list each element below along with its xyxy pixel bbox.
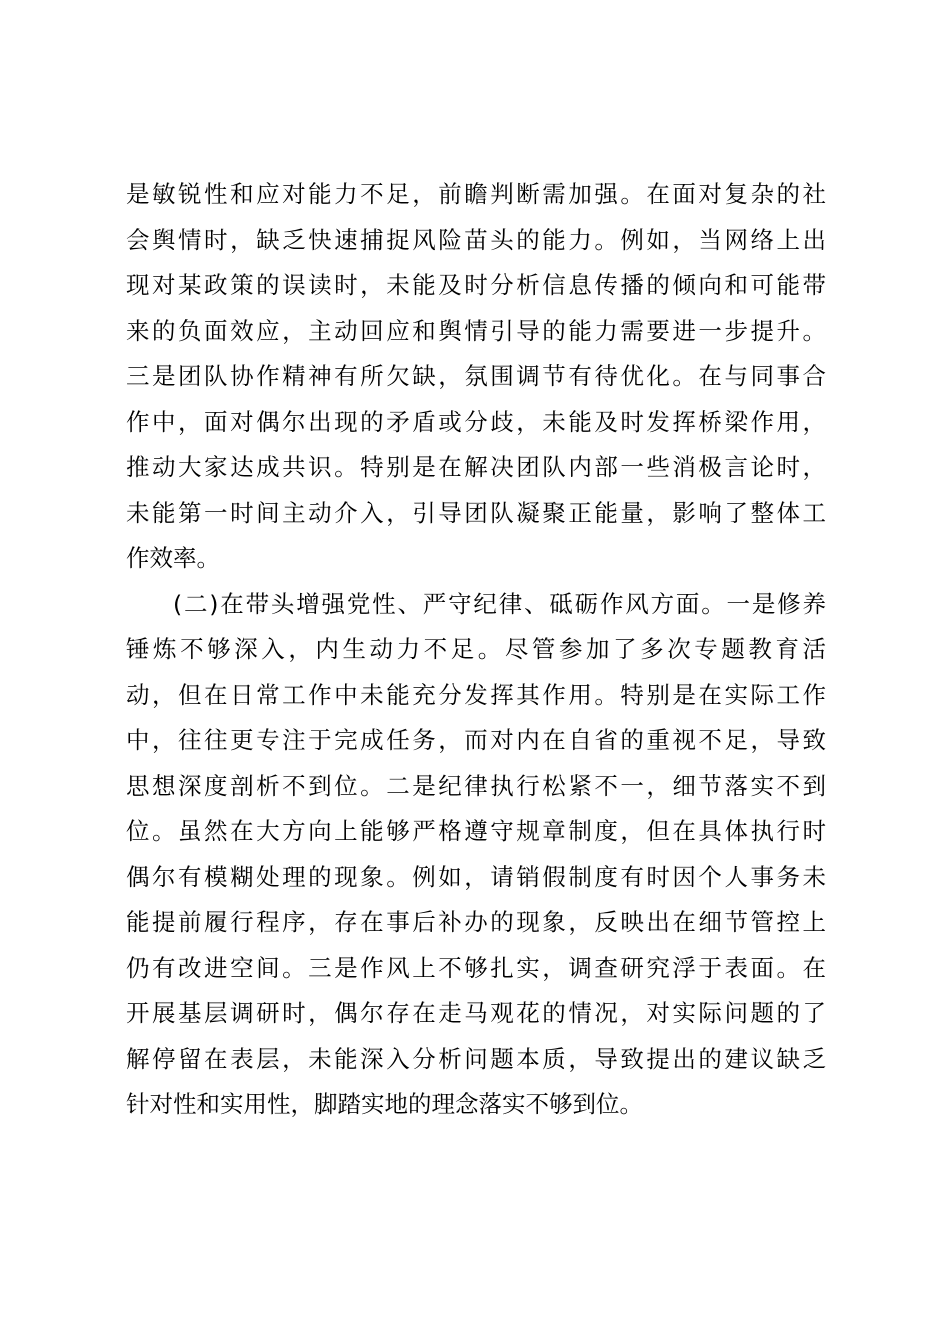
text-line: 能提前履行程序，存在事后补办的现象，反映出在细节管控上 [126,908,826,936]
text-line: 是敏锐性和应对能力不足，前瞻判断需加强。在面对复杂的社 [126,180,826,208]
text-line: 开展基层调研时，偶尔存在走马观花的情况，对实际问题的了 [126,999,826,1027]
text-line: 偶尔有模糊处理的现象。例如，请销假制度有时因个人事务未 [126,862,826,891]
text-line: 锤炼不够深入，内生动力不足。尽管参加了多次专题教育活 [126,635,826,663]
text-line: 动，但在日常工作中未能充分发挥其作用。特别是在实际工作 [126,680,826,709]
text-line: 未能第一时间主动介入，引导团队凝聚正能量，影响了整体工 [126,498,826,527]
text-line: 仍有改进空间。三是作风上不够扎实，调查研究浮于表面。在 [126,953,826,982]
text-line: 会舆情时，缺乏快速捕捉风险苗头的能力。例如，当网络上出 [126,225,826,254]
text-line: 来的负面效应，主动回应和舆情引导的能力需要进一步提升。 [126,316,826,345]
text-line: 解停留在表层，未能深入分析问题本质，导致提出的建议缺乏 [126,1044,826,1073]
paragraph-end-line: 针对性和实用性，脚踏实地的理念落实不够到位。 [126,1090,643,1118]
body-text [126,172,826,1128]
section-heading-line: (二)在带头增强党性、严守纪律、砥砺作风方面。一是修养 [173,589,826,618]
text-line: 思想深度剖析不到位。二是纪律执行松紧不一，细节落实不到 [126,771,826,800]
text-line: 现对某政策的误读时，未能及时分析信息传播的倾向和可能带 [126,271,826,299]
text-line: 中，往往更专注于完成任务，而对内在自省的重视不足，导致 [126,726,826,754]
text-line: 位。虽然在大方向上能够严格遵守规章制度，但在具体执行时 [126,817,826,845]
paragraph-end-line: 作效率。 [126,544,220,572]
text-line: 作中，面对偶尔出现的矛盾或分歧，未能及时发挥桥梁作用， [126,407,826,436]
text-line: 推动大家达成共识。特别是在解决团队内部一些消极言论时， [126,453,826,481]
text-line: 三是团队协作精神有所欠缺，氛围调节有待优化。在与同事合 [126,362,826,390]
